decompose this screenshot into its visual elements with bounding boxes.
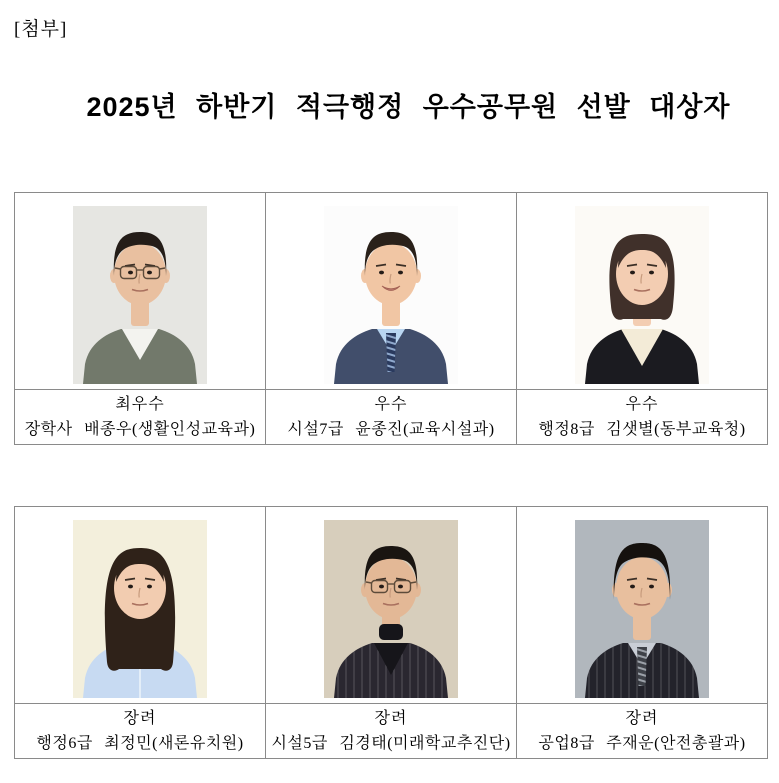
photo-cell: [266, 507, 517, 704]
name-label: 공업8급 주재운(안전총괄과): [538, 735, 746, 752]
rank-label: 우수: [625, 396, 659, 413]
portrait-photo: [324, 206, 458, 384]
photo-cell: [15, 193, 266, 390]
photo-cell: [266, 193, 517, 390]
portrait-photo: [575, 206, 709, 384]
photo-cell: [517, 193, 768, 390]
label-cell: [15, 390, 266, 445]
photo-row: [15, 193, 768, 390]
name-label: 행정6급 최정민(새론유치원): [36, 735, 244, 752]
label-row: [15, 390, 768, 445]
rank-label: 최우수: [115, 396, 165, 413]
name-label: 시설7급 윤종진(교육시설과): [287, 421, 495, 438]
rank-label: 우수: [374, 396, 408, 413]
label-cell: [266, 390, 517, 445]
label-row: [15, 704, 768, 759]
page-title: 2025년 하반기 적극행정 우수공무원 선발 대상자: [86, 92, 731, 122]
label-cell: [15, 704, 266, 759]
portrait-photo: [324, 520, 458, 698]
label-cell: [266, 704, 517, 759]
portrait-photo: [73, 206, 207, 384]
name-label: 행정8급 김샛별(동부교육청): [538, 421, 746, 438]
portrait-photo: [73, 520, 207, 698]
label-cell: [517, 390, 768, 445]
attachment-label: [첨부]: [14, 19, 68, 40]
photo-cell: [15, 507, 266, 704]
photo-cell: [517, 507, 768, 704]
rank-label: 장려: [123, 710, 157, 727]
rank-label: 장려: [374, 710, 408, 727]
name-label: 시설5급 김경태(미래학교추진단): [271, 735, 511, 752]
label-cell: [517, 704, 768, 759]
photo-row: [15, 507, 768, 704]
name-label: 장학사 배종우(생활인성교육과): [24, 421, 256, 438]
awardee-table-top: [14, 192, 768, 445]
awardee-table-bottom: [14, 506, 768, 759]
portrait-photo: [575, 520, 709, 698]
rank-label: 장려: [625, 710, 659, 727]
